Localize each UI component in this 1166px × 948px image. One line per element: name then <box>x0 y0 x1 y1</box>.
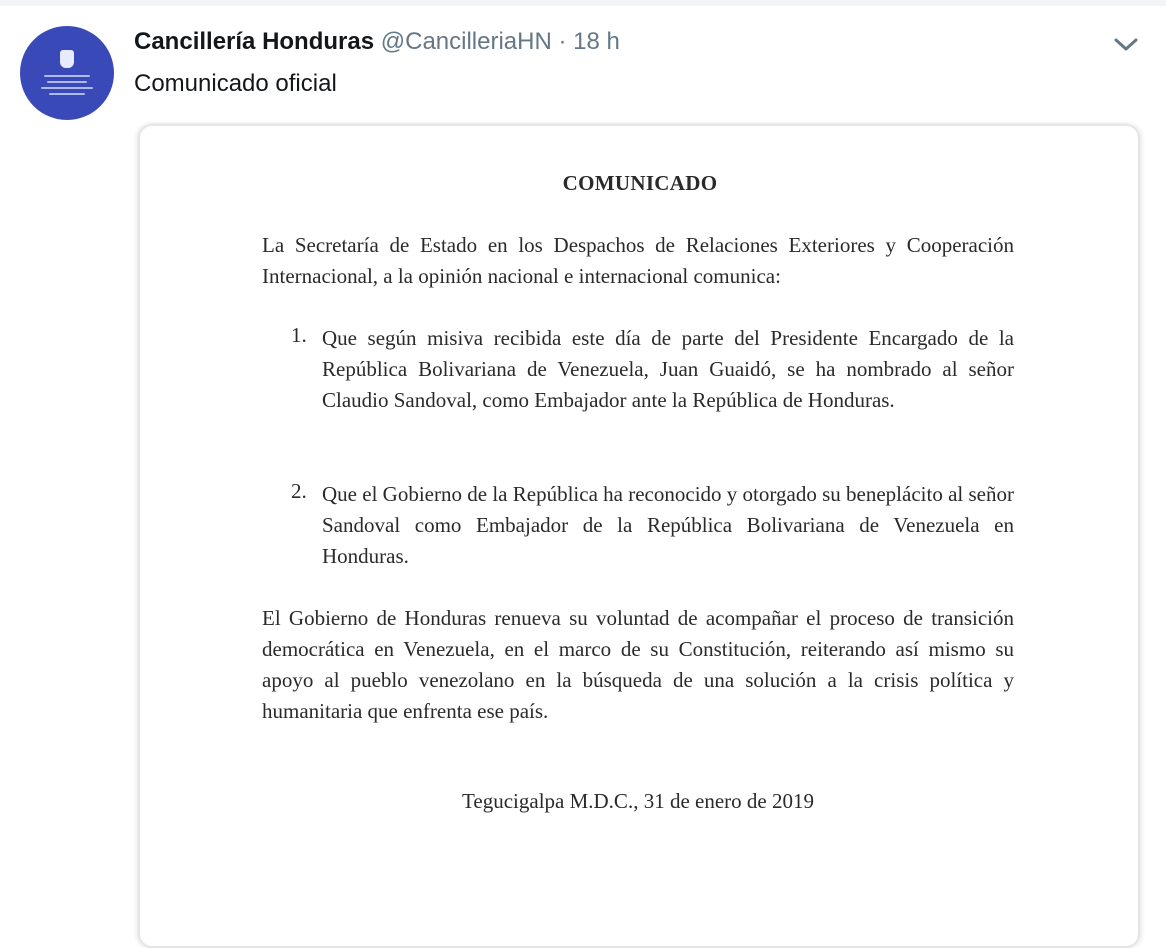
list-item: Que el Gobierno de la República ha reconocido y otorgado su beneplácito al señor Sandoval como Embajador de la República Bolivariana de Venezuela en Honduras. <box>322 482 1014 568</box>
item-number: 2. <box>291 479 307 503</box>
closing-paragraph: El Gobierno de Honduras renueva su voluntad de acompañar el proceso de transición democrática en Venezuela, en el marco de su Constitución, reiterando así mismo su apoyo al pueblo venezolano en la búsqueda de una solución a la crisis política y humanitaria que enfrenta ese país. <box>262 606 1014 723</box>
intro-paragraph: La Secretaría de Estado en los Despachos de Relaciones Exteriores y Cooperación Internacional, a la opinión nacional e internacional comunica: <box>262 233 1014 288</box>
author-name[interactable]: Cancillería Honduras <box>134 28 375 55</box>
list-item: Que según misiva recibida este día de parte del Presidente Encargado de la República Bolivariana de Venezuela, Juan Guaidó, se ha nombrado al señor Claudio Sandoval, como Embajador ante la República de Honduras. <box>322 326 1014 412</box>
item-number: 1. <box>291 323 307 347</box>
separator: · <box>558 28 567 55</box>
tweet-text: Comunicado oficial <box>134 70 337 97</box>
document-title: COMUNICADO <box>562 171 718 195</box>
timestamp[interactable]: 18 h <box>573 28 620 55</box>
place-and-date: Tegucigalpa M.D.C., 31 de enero de 2019 <box>462 789 814 813</box>
author-handle[interactable]: @CancilleriaHN <box>380 28 552 55</box>
